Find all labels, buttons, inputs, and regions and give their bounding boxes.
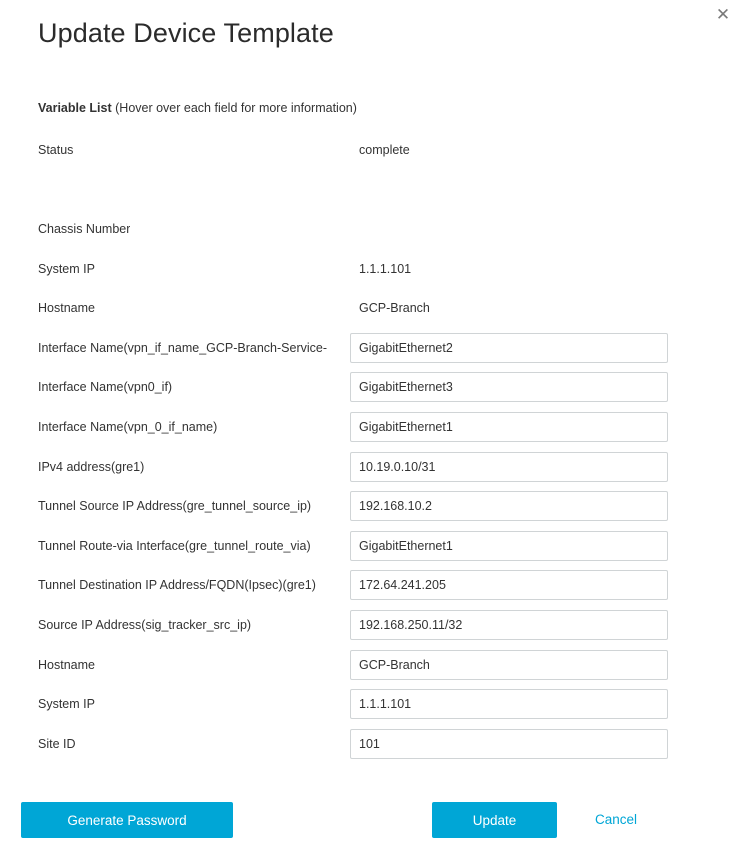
generate-password-button[interactable]: Generate Password bbox=[21, 802, 233, 838]
form-row bbox=[0, 407, 752, 447]
form-row bbox=[0, 249, 752, 289]
field-label: Interface Name(vpn_if_name_GCP-Branch-Service- bbox=[38, 340, 328, 355]
field-label: Source IP Address(sig_tracker_src_ip) bbox=[38, 617, 252, 632]
field-label: Tunnel Destination IP Address/FQDN(Ipsec)(gre1) bbox=[38, 578, 316, 593]
field-label: System IP bbox=[38, 697, 95, 712]
field-input[interactable] bbox=[350, 531, 668, 561]
field-label: Status bbox=[38, 142, 74, 157]
update-button[interactable]: Update bbox=[432, 802, 557, 838]
field-label: Tunnel Route-via Interface(gre_tunnel_route_via) bbox=[38, 538, 311, 553]
field-input[interactable] bbox=[350, 610, 668, 640]
field-label: Interface Name(vpn_0_if_name) bbox=[38, 419, 218, 434]
form-row bbox=[0, 724, 752, 764]
field-value: 1.1.1.101 bbox=[359, 261, 412, 276]
variable-list-label: Variable List bbox=[38, 101, 112, 115]
field-label: Hostname bbox=[38, 301, 95, 316]
form-row bbox=[0, 566, 752, 606]
field-value: GCP-Branch bbox=[359, 301, 430, 316]
variable-list-header bbox=[38, 101, 357, 115]
form-row bbox=[0, 526, 752, 566]
form-row bbox=[0, 645, 752, 685]
field-label: Hostname bbox=[38, 657, 95, 672]
form-row bbox=[0, 368, 752, 408]
field-label: Site ID bbox=[38, 736, 76, 751]
field-input[interactable] bbox=[350, 729, 668, 759]
form-row bbox=[0, 684, 752, 724]
form-row bbox=[0, 328, 752, 368]
cancel-button[interactable]: Cancel bbox=[595, 802, 637, 838]
field-input[interactable] bbox=[350, 412, 668, 442]
field-input[interactable] bbox=[350, 689, 668, 719]
form-row bbox=[0, 486, 752, 526]
field-input[interactable] bbox=[350, 452, 668, 482]
close-icon[interactable]: ✕ bbox=[715, 5, 731, 24]
form-row bbox=[0, 447, 752, 487]
page-title: Update Device Template bbox=[38, 18, 334, 48]
field-input[interactable] bbox=[350, 650, 668, 680]
variable-form bbox=[0, 130, 752, 764]
field-input[interactable] bbox=[350, 372, 668, 402]
form-row bbox=[0, 130, 752, 170]
field-label: IPv4 address(gre1) bbox=[38, 459, 145, 474]
dialog-footer bbox=[0, 802, 752, 838]
field-label: Interface Name(vpn0_if) bbox=[38, 380, 173, 395]
field-input[interactable] bbox=[350, 333, 668, 363]
field-label: Tunnel Source IP Address(gre_tunnel_source_ip) bbox=[38, 499, 312, 514]
field-label: System IP bbox=[38, 261, 95, 276]
field-label: Chassis Number bbox=[38, 221, 131, 236]
form-row bbox=[0, 209, 752, 249]
field-input[interactable] bbox=[350, 491, 668, 521]
form-row bbox=[0, 170, 752, 210]
form-row bbox=[0, 605, 752, 645]
field-input[interactable] bbox=[350, 570, 668, 600]
field-value: complete bbox=[359, 142, 410, 157]
variable-list-hint: (Hover over each field for more information) bbox=[111, 101, 357, 115]
form-row bbox=[0, 288, 752, 328]
